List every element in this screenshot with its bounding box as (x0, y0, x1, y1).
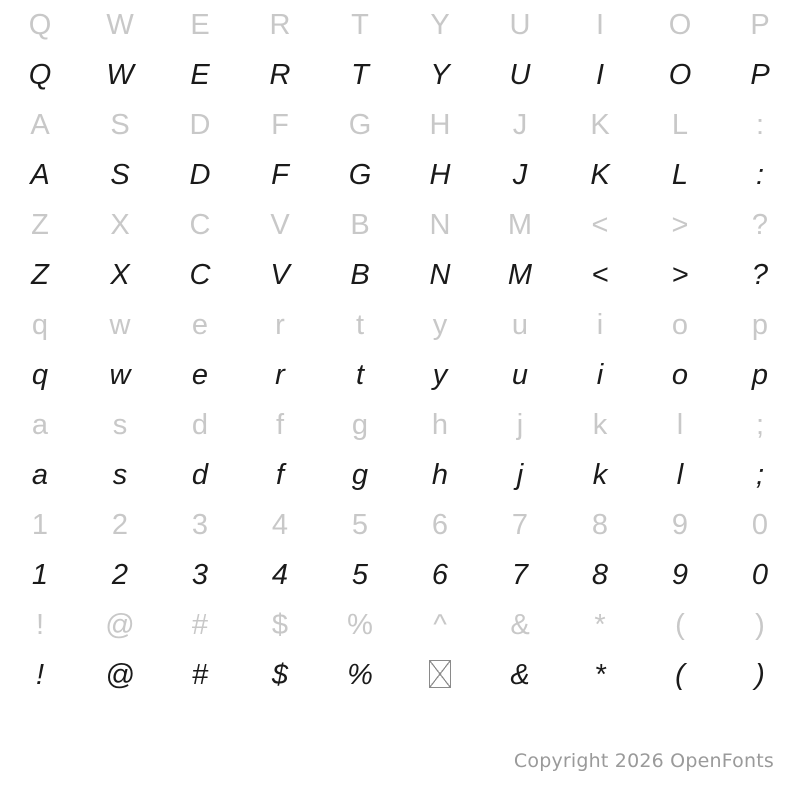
glyph-cell: G (348, 159, 372, 191)
glyph-row-sample (0, 450, 800, 500)
glyph-cell: 3 (191, 559, 209, 591)
glyph-row-reference (0, 200, 800, 250)
glyph-cell: 9 (671, 509, 689, 541)
glyph-cell: X (110, 209, 130, 241)
glyph-cell: @ (105, 659, 135, 691)
glyph-cell: 7 (511, 559, 529, 591)
glyph-cell: L (671, 109, 689, 141)
glyph-cell: : (755, 109, 765, 141)
glyph-cell: & (510, 609, 530, 641)
glyph-cell: J (512, 159, 528, 191)
glyph-cell: d (191, 459, 209, 491)
glyph-cell: > (671, 259, 689, 291)
glyph-cell: F (271, 159, 289, 191)
glyph-cell: 6 (431, 559, 449, 591)
glyph-cell: 7 (511, 509, 529, 541)
glyph-cell: W (106, 59, 134, 91)
glyph-cell: p (751, 359, 769, 391)
glyph-cell: C (189, 209, 211, 241)
glyph-cell: h (431, 409, 449, 441)
glyph-cell: 8 (591, 509, 609, 541)
glyph-cell: h (431, 459, 449, 491)
glyph-cell: ^ (433, 609, 447, 641)
glyph-row-reference (0, 100, 800, 150)
glyph-cell: I (595, 59, 605, 91)
glyph-cell: L (671, 159, 689, 191)
glyph-cell: u (511, 359, 529, 391)
glyph-cell: ( (675, 659, 685, 691)
glyph-cell: i (596, 359, 604, 391)
glyph-cell: O (668, 59, 692, 91)
glyph-cell (400, 650, 480, 700)
glyph-cell: r (275, 359, 285, 391)
glyph-cell: < (591, 259, 609, 291)
glyph-cell: j (516, 409, 524, 441)
glyph-cell: D (189, 159, 211, 191)
glyph-cell: Z (31, 259, 49, 291)
glyph-row-reference (0, 500, 800, 550)
glyph-cell: 9 (671, 559, 689, 591)
glyph-cell: M (507, 259, 533, 291)
glyph-cell: o (671, 309, 689, 341)
glyph-cell: B (350, 259, 370, 291)
glyph-cell: % (347, 609, 373, 641)
glyph-cell: A (30, 159, 50, 191)
glyph-row-reference (0, 300, 800, 350)
glyph-row-sample (0, 50, 800, 100)
glyph-cell: Y (430, 59, 450, 91)
glyph-row-sample (0, 350, 800, 400)
glyph-cell: ; (755, 409, 765, 441)
glyph-cell: s (112, 409, 128, 441)
glyph-row-reference (0, 400, 800, 450)
glyph-cell: S (110, 159, 130, 191)
glyph-cell: K (590, 109, 610, 141)
glyph-cell: w (109, 309, 131, 341)
glyph-cell: g (351, 459, 369, 491)
glyph-cell: V (270, 259, 290, 291)
glyph-cell: E (190, 59, 210, 91)
glyph-cell: 5 (351, 509, 369, 541)
glyph-cell: y (432, 359, 448, 391)
glyph-cell: a (31, 459, 49, 491)
glyph-cell: 6 (431, 509, 449, 541)
glyph-row-sample (0, 650, 800, 700)
glyph-row-sample (0, 150, 800, 200)
glyph-cell: * (594, 659, 606, 691)
glyph-cell: 2 (111, 509, 129, 541)
glyph-row-reference (0, 600, 800, 650)
glyph-cell: 0 (751, 509, 769, 541)
glyph-cell: * (594, 609, 606, 641)
glyph-cell: ) (755, 609, 765, 641)
glyph-cell: J (512, 109, 528, 141)
glyph-cell: d (191, 409, 209, 441)
glyph-cell: $ (271, 659, 289, 691)
glyph-cell: Y (430, 9, 450, 41)
glyph-cell: ) (755, 659, 765, 691)
glyph-cell: K (590, 159, 610, 191)
glyph-cell: G (348, 109, 372, 141)
glyph-cell: N (429, 259, 451, 291)
glyph-cell: P (750, 59, 770, 91)
glyph-cell: ; (755, 459, 765, 491)
glyph-cell: 4 (271, 509, 289, 541)
glyph-cell: ? (751, 259, 769, 291)
glyph-cell: F (271, 109, 289, 141)
glyph-cell: r (275, 309, 285, 341)
glyph-row-reference (0, 0, 800, 50)
glyph-cell: S (110, 109, 130, 141)
glyph-cell: ! (35, 609, 45, 641)
glyph-cell: u (511, 309, 529, 341)
glyph-cell: Q (28, 59, 52, 91)
glyph-cell: T (351, 9, 369, 41)
glyph-cell: 5 (351, 559, 369, 591)
glyph-cell: P (750, 9, 770, 41)
glyph-cell: $ (271, 609, 289, 641)
glyph-cell: # (191, 609, 209, 641)
glyph-cell: k (592, 409, 608, 441)
glyph-cell: : (755, 159, 765, 191)
glyph-cell: U (509, 9, 531, 41)
glyph-cell: M (507, 209, 533, 241)
glyph-cell: q (31, 309, 49, 341)
glyph-cell: 4 (271, 559, 289, 591)
glyph-cell: U (509, 59, 531, 91)
glyph-cell: C (189, 259, 211, 291)
glyph-cell: a (31, 409, 49, 441)
glyph-cell: f (275, 459, 285, 491)
glyph-cell: l (676, 409, 684, 441)
glyph-cell: > (671, 209, 689, 241)
copyright-notice: Copyright 2026 OpenFonts (513, 750, 774, 772)
glyph-cell: p (751, 309, 769, 341)
missing-glyph-icon (429, 660, 451, 688)
glyph-cell: 3 (191, 509, 209, 541)
glyph-cell: j (516, 459, 524, 491)
glyph-cell: O (668, 9, 692, 41)
glyph-cell: % (347, 659, 373, 691)
glyph-cell: t (355, 309, 365, 341)
glyph-cell: 8 (591, 559, 609, 591)
glyph-cell: H (429, 159, 451, 191)
glyph-cell: R (269, 59, 291, 91)
glyph-cell: t (355, 359, 365, 391)
glyph-cell: H (429, 109, 451, 141)
glyph-cell: Q (28, 9, 52, 41)
glyph-cell: & (510, 659, 530, 691)
glyph-cell: i (596, 309, 604, 341)
glyph-cell: V (270, 209, 290, 241)
glyph-cell: w (109, 359, 131, 391)
glyph-cell: 0 (751, 559, 769, 591)
glyph-cell: e (191, 359, 209, 391)
glyph-cell: k (592, 459, 608, 491)
glyph-cell: R (269, 9, 291, 41)
glyph-cell: A (30, 109, 50, 141)
glyph-cell: 1 (31, 509, 49, 541)
glyph-cell: e (191, 309, 209, 341)
glyph-cell: ? (751, 209, 769, 241)
glyph-cell: ( (675, 609, 685, 641)
glyph-row-sample (0, 550, 800, 600)
glyph-cell: q (31, 359, 49, 391)
glyph-cell: # (191, 659, 209, 691)
glyph-cell: f (275, 409, 285, 441)
glyph-cell: @ (105, 609, 135, 641)
glyph-cell: 2 (111, 559, 129, 591)
glyph-cell: N (429, 209, 451, 241)
glyph-cell: y (432, 309, 448, 341)
glyph-cell: T (351, 59, 369, 91)
glyph-row-sample (0, 250, 800, 300)
glyph-cell: g (351, 409, 369, 441)
glyph-cell: ! (35, 659, 45, 691)
glyph-cell: D (189, 109, 211, 141)
glyph-cell: 1 (31, 559, 49, 591)
glyph-cell: Z (31, 209, 49, 241)
glyph-cell: s (112, 459, 128, 491)
glyph-cell: o (671, 359, 689, 391)
glyph-cell: < (591, 209, 609, 241)
glyph-cell: l (676, 459, 684, 491)
glyph-cell: B (350, 209, 370, 241)
glyph-cell: W (106, 9, 134, 41)
glyph-cell: E (190, 9, 210, 41)
glyph-cell: I (595, 9, 605, 41)
glyph-cell: X (110, 259, 130, 291)
